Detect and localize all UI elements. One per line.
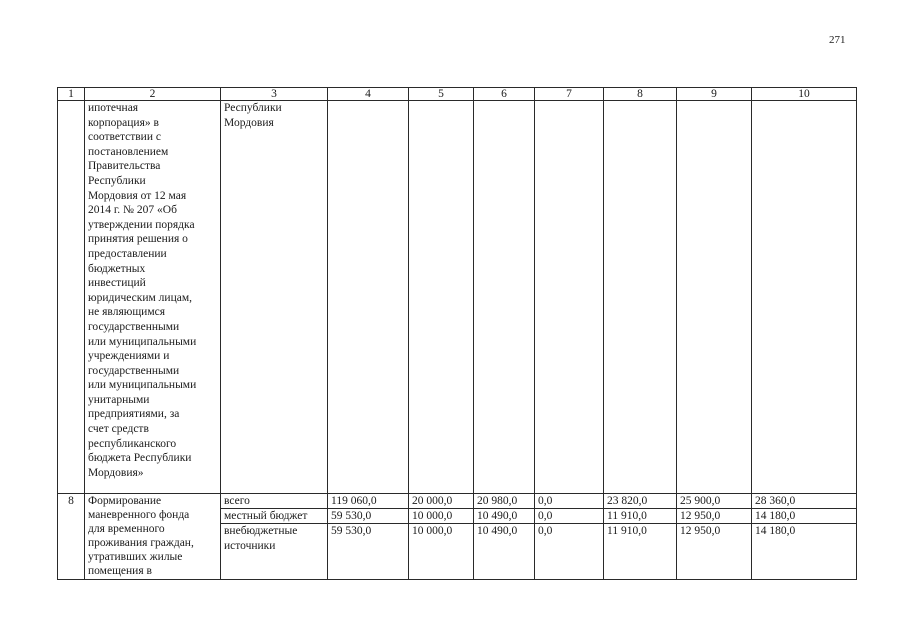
value-cell: 0,0 bbox=[535, 494, 604, 509]
value-cell: 0,0 bbox=[535, 524, 604, 580]
value-cell: 12 950,0 bbox=[677, 524, 752, 580]
source-cell: внебюджетные источники bbox=[221, 524, 328, 580]
value-cell bbox=[677, 101, 752, 494]
header-cell: 4 bbox=[328, 88, 409, 101]
value-cell bbox=[409, 101, 474, 494]
row-number-cell bbox=[58, 101, 85, 494]
source-cell: местный бюджет bbox=[221, 509, 328, 524]
header-row bbox=[58, 88, 857, 101]
measure-name-cell: ипотечная корпорация» в соответствии с постановлением Правительства Республики Мордовия от 12 мая 2014 г. № 207 «Об утверждении порядка принятия решения о предоставлении бюджетных инвестиций юридическим лицам, не являющимся государственными или муниципальными учреждениями и государственными или муниципальными унитарными предприятиями, за счет средств республиканского бюджета Республики Мордовия» bbox=[85, 101, 221, 494]
value-cell: 14 180,0 bbox=[752, 524, 857, 580]
header-cell: 9 bbox=[677, 88, 752, 101]
value-cell: 25 900,0 bbox=[677, 494, 752, 509]
value-cell: 20 000,0 bbox=[409, 494, 474, 509]
row-number-cell: 8 bbox=[58, 494, 85, 580]
source-cell: всего bbox=[221, 494, 328, 509]
value-cell: 23 820,0 bbox=[604, 494, 677, 509]
table bbox=[57, 87, 857, 580]
header-cell: 7 bbox=[535, 88, 604, 101]
header-cell: 5 bbox=[409, 88, 474, 101]
header-cell: 3 bbox=[221, 88, 328, 101]
value-cell: 119 060,0 bbox=[328, 494, 409, 509]
value-cell bbox=[474, 101, 535, 494]
value-cell: 59 530,0 bbox=[328, 509, 409, 524]
value-cell: 59 530,0 bbox=[328, 524, 409, 580]
value-cell: 10 490,0 bbox=[474, 509, 535, 524]
value-cell: 10 490,0 bbox=[474, 524, 535, 580]
value-cell: 12 950,0 bbox=[677, 509, 752, 524]
header-cell: 6 bbox=[474, 88, 535, 101]
header-cell: 8 bbox=[604, 88, 677, 101]
value-cell bbox=[535, 101, 604, 494]
source-cell: Республики Мордовия bbox=[221, 101, 328, 494]
measure-name-cell: Формирование маневренного фонда для временного проживания граждан, утративших жилые помещения в bbox=[85, 494, 221, 580]
header-cell: 2 bbox=[85, 88, 221, 101]
value-cell: 20 980,0 bbox=[474, 494, 535, 509]
value-cell: 10 000,0 bbox=[409, 509, 474, 524]
table-row bbox=[58, 494, 857, 509]
table-row bbox=[58, 101, 857, 494]
value-cell: 11 910,0 bbox=[604, 509, 677, 524]
page-number: 271 bbox=[829, 34, 846, 46]
header-cell: 10 bbox=[752, 88, 857, 101]
value-cell bbox=[328, 101, 409, 494]
value-cell: 14 180,0 bbox=[752, 509, 857, 524]
value-cell: 10 000,0 bbox=[409, 524, 474, 580]
value-cell: 28 360,0 bbox=[752, 494, 857, 509]
value-cell bbox=[752, 101, 857, 494]
value-cell: 11 910,0 bbox=[604, 524, 677, 580]
header-cell: 1 bbox=[58, 88, 85, 101]
program-table bbox=[57, 87, 856, 584]
value-cell: 0,0 bbox=[535, 509, 604, 524]
value-cell bbox=[604, 101, 677, 494]
